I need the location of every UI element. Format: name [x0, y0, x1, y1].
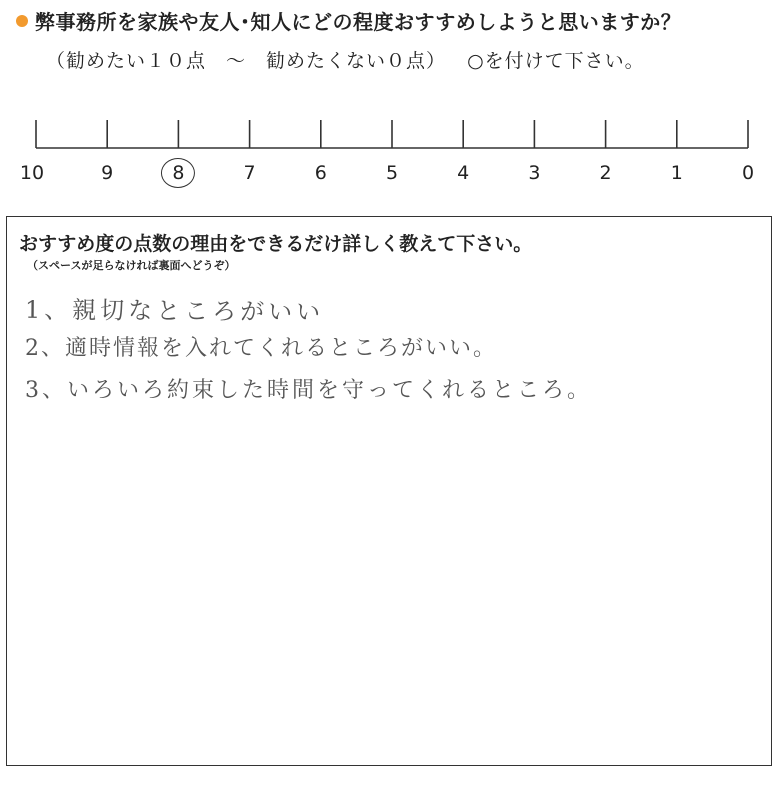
scale-label-8: 8: [172, 162, 185, 184]
scale-label-9: 9: [101, 162, 114, 184]
scale-label-3: 3: [528, 162, 541, 184]
scale-hint: （勧めたい１０点 ～ 勧めたくない０点）: [46, 50, 447, 72]
scale-ruler: [0, 118, 780, 158]
answer-line-1: 1、親切なところがいい: [24, 295, 325, 327]
reason-note: （スペースが足らなければ裏面へどうぞ）: [27, 259, 236, 272]
rating-scale: [0, 118, 780, 188]
question-title: 弊事務所を家族や友人･知人にどの程度おすすめしようと思いますか？: [35, 10, 682, 34]
scale-label-5: 5: [385, 162, 399, 184]
scale-label-6: 6: [314, 162, 327, 184]
circle-instruction: ○を付けて下さい。: [467, 50, 645, 72]
scale-label-0: 0: [741, 162, 755, 184]
scale-label-1: 1: [670, 162, 683, 184]
reason-box: [6, 216, 772, 766]
scale-label-2: 2: [599, 162, 612, 184]
question-subtitle-row: [46, 46, 659, 73]
bullet-dot-icon: [16, 15, 28, 27]
answer-line-3: 3、いろいろ約束した時間を守ってくれるところ。: [25, 378, 592, 403]
question-title-row: [6, 6, 681, 35]
reason-title: おすすめ度の点数の理由をできるだけ詳しく教えて下さい。: [19, 233, 533, 255]
scale-label-4: 4: [457, 162, 470, 184]
scale-label-10: 10: [19, 162, 45, 184]
answer-line-2: 2、適時情報を入れてくれるところがいい。: [25, 336, 497, 361]
scale-label-7: 7: [243, 162, 256, 184]
